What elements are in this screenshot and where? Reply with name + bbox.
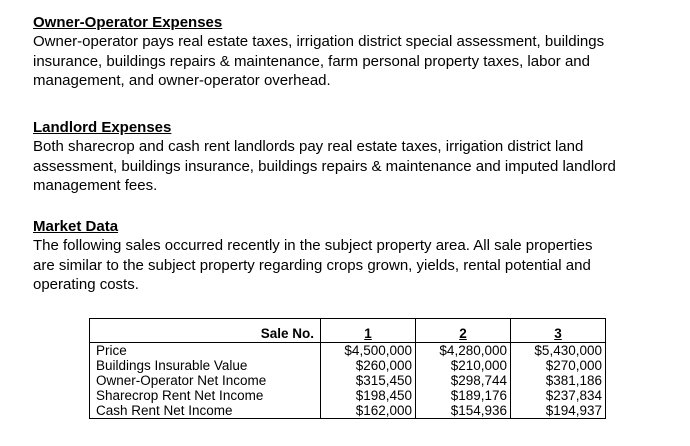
table-cell: $298,744 [416,373,511,388]
table-header-row [90,319,606,343]
row-label: Buildings Insurable Value [90,358,321,373]
table-cell: $4,280,000 [416,343,511,359]
landlord-expenses-text [33,137,678,196]
text-line: management fees. [33,177,158,194]
owner-operator-expenses-heading: Owner-Operator Expenses [33,14,223,31]
text-line: The following sales occurred recently in the subject property area. All sale properties [33,237,593,254]
table-cell: $315,450 [321,373,416,388]
text-line: management, and owner-operator overhead. [33,72,331,89]
table-cell: $381,186 [511,373,606,388]
table-cell: $237,834 [511,388,606,403]
table-row [90,358,606,373]
table-cell: $260,000 [321,358,416,373]
table-cell: $5,430,000 [511,343,606,359]
text-line: assessment, buildings insurance, buildings repairs & maintenance and imputed landlord [33,157,616,175]
market-data-heading: Market Data [33,218,119,235]
landlord-expenses-heading: Landlord Expenses [33,119,172,136]
landlord-expenses-section [33,118,678,196]
row-label: Cash Rent Net Income [90,403,321,419]
owner-operator-expenses-text [33,32,678,91]
table-cell: $210,000 [416,358,511,373]
sale-no-header: Sale No. [90,319,321,343]
sale-number-header: 1 [321,319,416,343]
text-line: Owner-operator pays real estate taxes, irrigation district special assessment, buildings [33,33,605,50]
table-row [90,388,606,403]
sale-number-header: 2 [416,319,511,343]
table-cell: $154,936 [416,403,511,419]
market-data-section [33,217,678,295]
sale-number-header: 3 [511,319,606,343]
sales-table [89,318,606,419]
market-data-text [33,236,678,295]
table-cell: $189,176 [416,388,511,403]
table-cell: $162,000 [321,403,416,419]
table-cell: $194,937 [511,403,606,419]
text-line: are similar to the subject property regarding crops grown, yields, rental potential and [33,256,591,274]
table-row [90,343,606,359]
row-label: Price [90,343,321,359]
text-line: insurance, buildings repairs & maintenance, farm personal property taxes, labor and [33,52,590,70]
table-cell: $4,500,000 [321,343,416,359]
table-cell: $270,000 [511,358,606,373]
owner-operator-expenses-section [33,13,678,91]
row-label: Owner-Operator Net Income [90,373,321,388]
table-row [90,403,606,419]
table-cell: $198,450 [321,388,416,403]
table-row [90,373,606,388]
row-label: Sharecrop Rent Net Income [90,388,321,403]
text-line: operating costs. [33,276,139,293]
text-line: Both sharecrop and cash rent landlords pay real estate taxes, irrigation district land [33,138,584,155]
